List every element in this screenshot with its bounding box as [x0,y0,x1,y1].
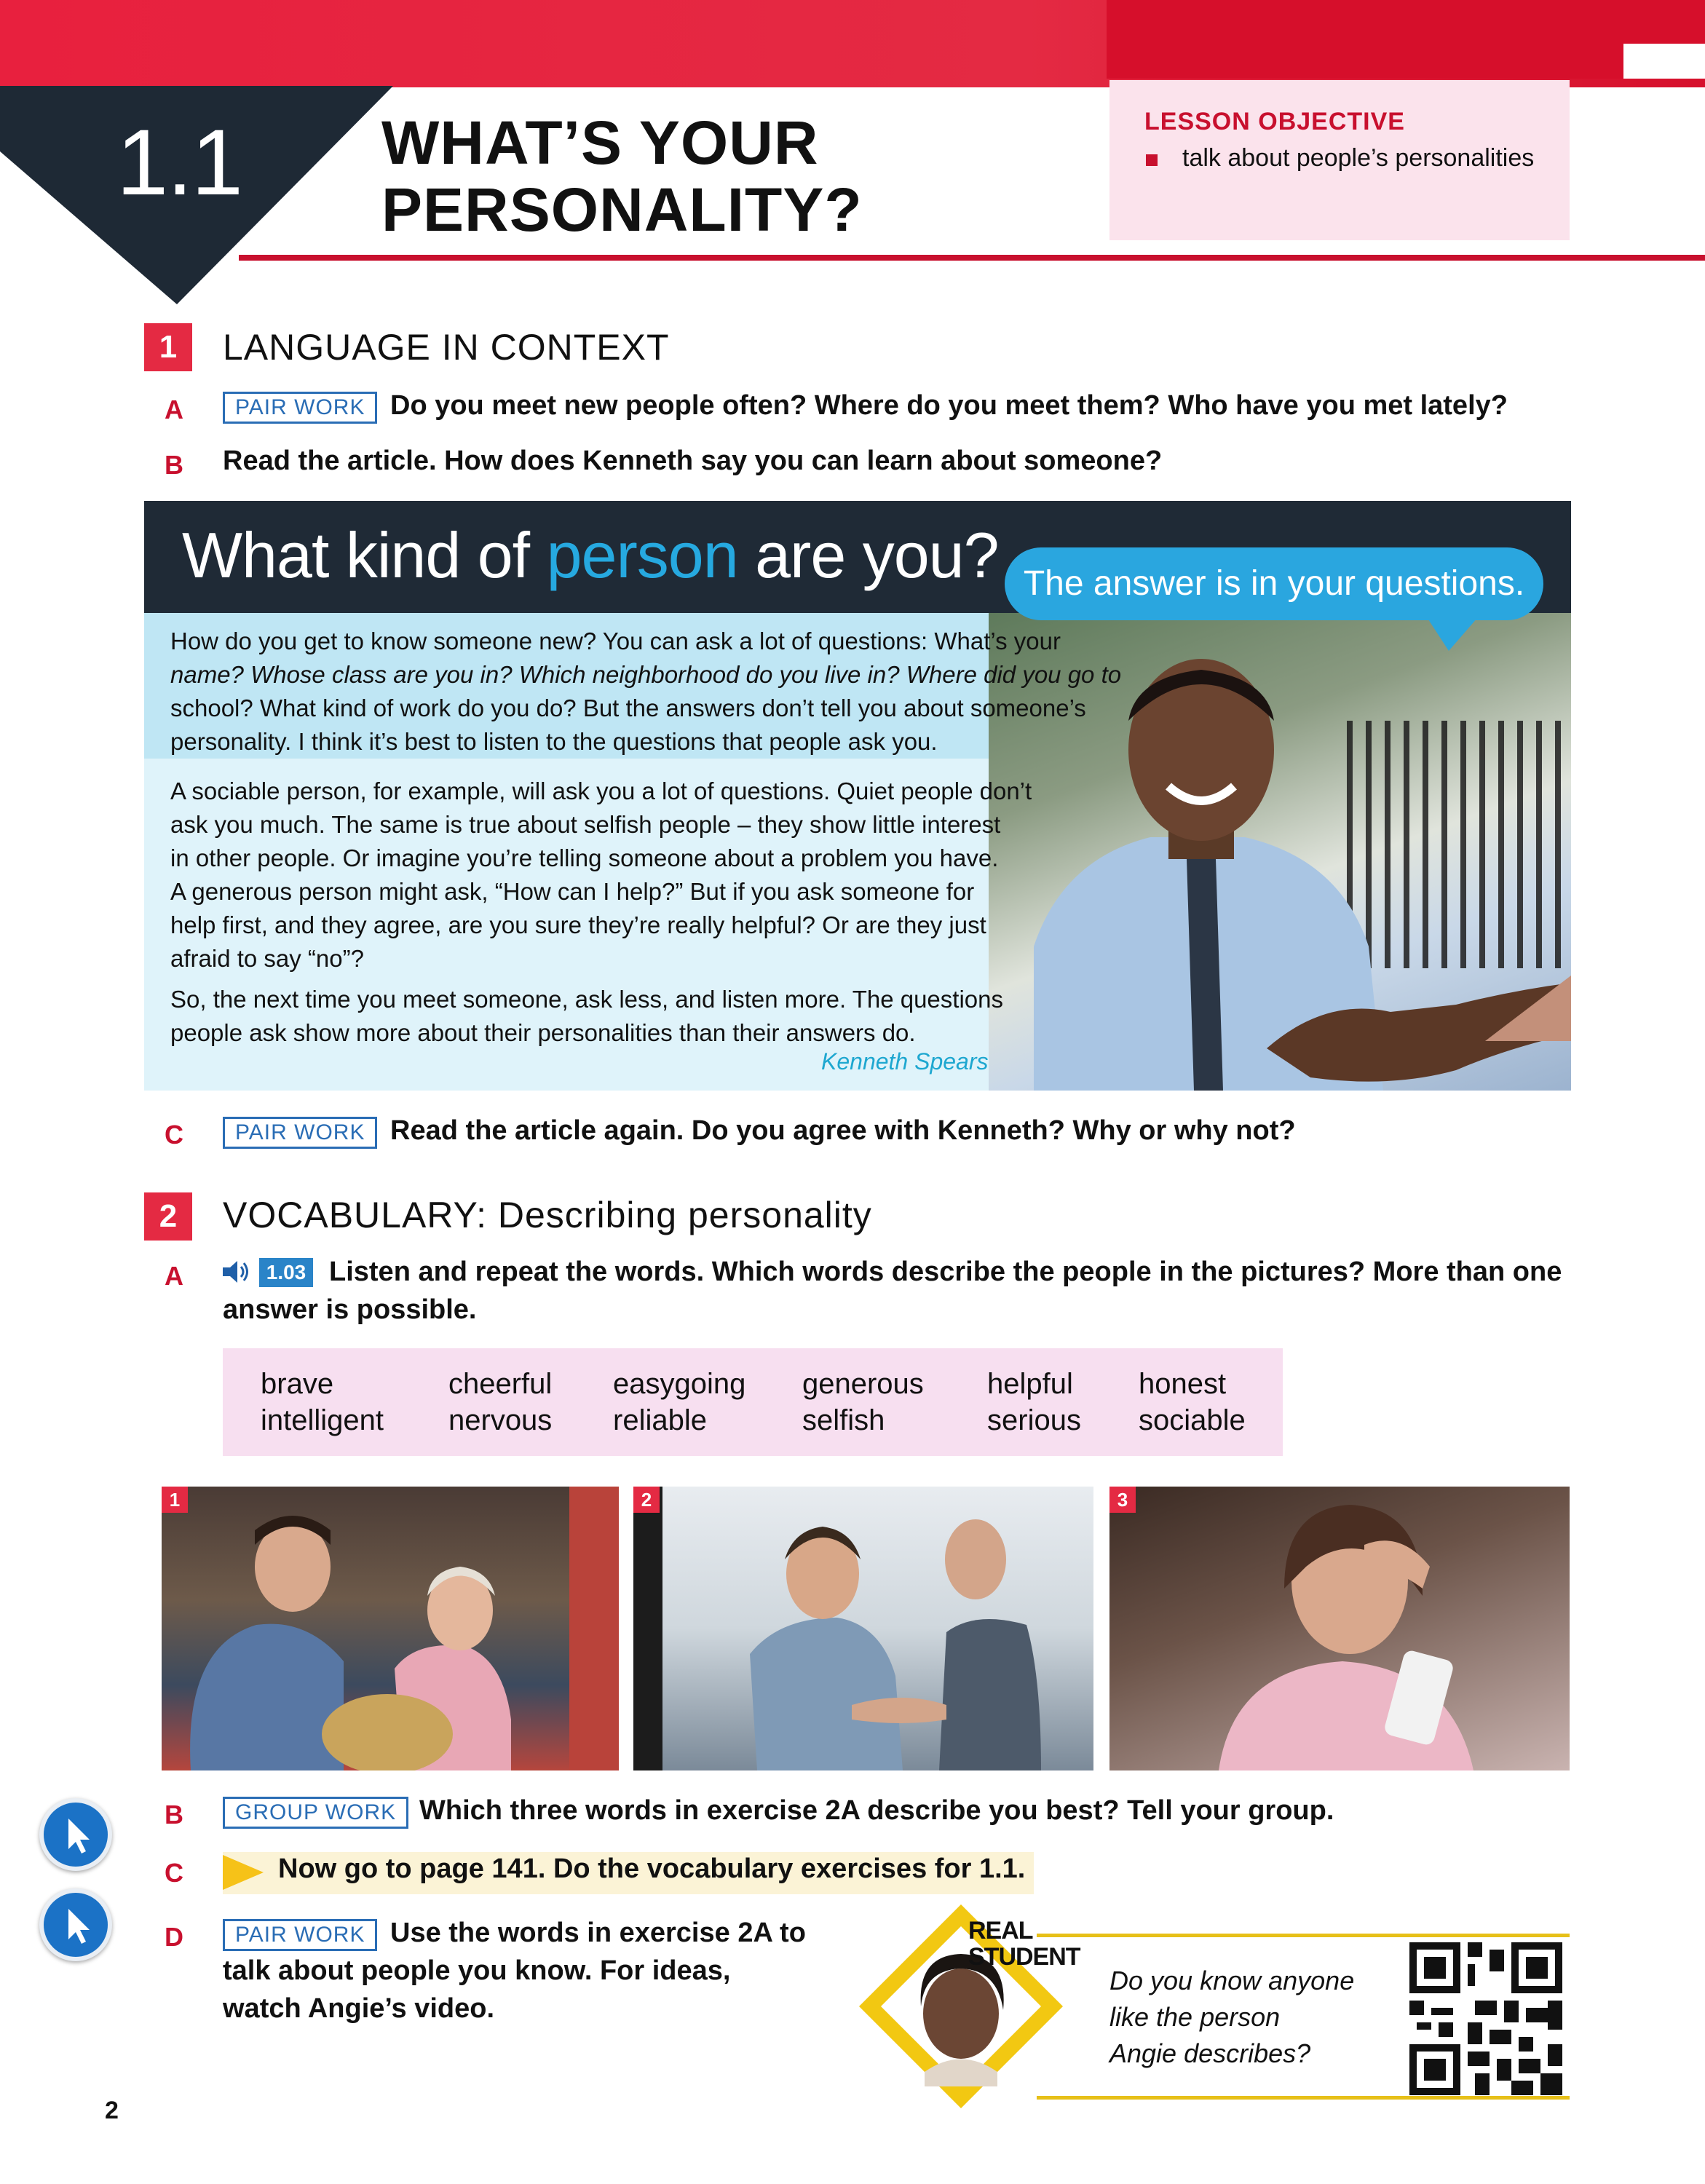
cursor-arrow-icon [44,1803,108,1867]
vocabulary-column [802,1366,924,1439]
page-title-line2: PERSONALITY? [381,175,863,244]
article-speech-bubble: The answer is in your questions. [1005,547,1543,620]
photo-number: 3 [1109,1487,1136,1513]
lesson-objective-text: talk about people’s personalities [1182,144,1535,172]
title-underline [239,255,1705,261]
vocabulary-word: nervous [448,1404,553,1436]
lesson-number: 1.1 [116,111,242,215]
exercise-letter-2c: C [165,1858,183,1888]
real-student-label [968,1918,1080,1970]
article-paragraph-3 [170,983,1003,1050]
real-student-question-line: like the person [1109,2002,1281,2032]
article-line: school? What kind of work do you do? But the answers don’t tell you about someone’s [170,695,1086,721]
pair-work-tag: PAIR WORK [223,392,377,424]
exercise-2d-text-line2: talk about people you know. For ideas, [223,1955,731,1986]
photo-3-illustration [1109,1487,1570,1770]
exercise-2b-text: Which three words in exercise 2A describe you best? Tell your group. [419,1795,1334,1826]
header-band-notch [1623,44,1705,79]
article-line: So, the next time you meet someone, ask less, and listen more. The questions [170,986,1003,1013]
exercise-2a-text-line1: Listen and repeat the words. Which words describe the people in the pictures? More than one [329,1257,1562,1287]
article-line: A generous person might ask, “How can I help?” But if you ask someone for [170,878,975,905]
article-line: ask you much. The same is true about selfish people – they show little interest [170,811,1001,838]
exercise-1c-text: Read the article again. Do you agree with Kenneth? Why or why not? [390,1115,1296,1146]
pair-work-tag: PAIR WORK [223,1919,377,1951]
article-line: A sociable person, for example, will ask you a lot of questions. Quiet people don’t [170,778,1032,804]
photo-number: 2 [633,1487,660,1513]
pair-work-tag: PAIR WORK [223,1117,377,1149]
cursor-arrow-icon [44,1893,108,1957]
article-line: name? Whose class are you in? Which neighborhood do you live in? Where did you go to [170,661,1122,688]
article-paragraph-2 [170,775,1032,976]
handshake-image [1267,932,1571,1091]
article-title [182,518,999,593]
vocabulary-word: selfish [802,1404,885,1436]
vocabulary-word: cheerful [448,1368,553,1400]
photo-3-worried-woman [1109,1487,1570,1770]
real-student-question-line: Do you know anyone [1109,1966,1355,1995]
article-title-highlight: person [546,519,738,591]
exercise-letter-2d: D [165,1922,183,1952]
audio-track-number[interactable]: 1.03 [259,1258,313,1287]
exercise-1b-text: Read the article. How does Kenneth say you can learn about someone? [223,446,1163,476]
photo-number: 1 [162,1487,188,1513]
photo-1-illustration [162,1487,619,1770]
section-number-1: 1 [144,323,192,371]
exercise-letter-1a: A [165,395,183,424]
play-arrow-icon [223,1855,264,1890]
vocabulary-word: brave [261,1368,334,1400]
vocabulary-column [261,1366,384,1439]
page-number: 2 [105,2097,119,2124]
photo-1-helping-neighbor [162,1487,619,1770]
vocabulary-word: sociable [1139,1404,1246,1436]
vocabulary-word: helpful [987,1368,1073,1400]
article-paragraph-1 [170,625,1121,759]
real-student-question [1109,1963,1354,2072]
vocabulary-word: serious [987,1404,1081,1436]
article-author: Kenneth Spears [821,1048,989,1075]
article-title-post: are you? [737,519,999,591]
vocabulary-word: generous [802,1368,924,1400]
real-student-label-line2: STUDENT [968,1943,1080,1971]
photo-2-handshake [633,1487,1093,1770]
exercise-2d-text-line1: Use the words in exercise 2A to [390,1918,806,1948]
real-student-label-line1: REAL [968,1917,1033,1944]
article-title-pre: What kind of [182,519,547,591]
vocabulary-word: honest [1139,1368,1227,1400]
article-line: How do you get to know someone new? You can ask a lot of questions: What’s your [170,628,1061,654]
exercise-2a-text-line2: answer is possible. [223,1294,477,1325]
speech-bubble-tail [1427,617,1478,651]
page-title-line1: WHAT’S YOUR [381,108,819,177]
bullet-icon [1146,154,1158,166]
exercise-letter-2a: A [165,1261,183,1291]
exercise-letter-1b: B [165,450,183,480]
section-number-2: 2 [144,1192,192,1241]
article-line: afraid to say “no”? [170,945,364,972]
photo-2-illustration [633,1487,1093,1770]
section-heading-2: VOCABULARY: Describing personality [223,1195,872,1235]
article-line: help first, and they agree, are you sure they’re really helpful? Or are they just [170,911,986,938]
vocabulary-word: intelligent [261,1404,384,1436]
qr-code-icon[interactable] [1409,1942,1562,2095]
vocabulary-column [448,1366,552,1439]
vocabulary-word: reliable [613,1404,707,1436]
lesson-objective-heading: LESSON OBJECTIVE [1144,108,1405,135]
exercise-1a-text: Do you meet new people often? Where do you meet them? Who have you met lately? [390,390,1508,421]
vocabulary-word: easygoing [613,1368,746,1400]
article-line: in other people. Or imagine you’re telling someone about a problem you have. [170,844,999,871]
header-band-dark [1107,0,1705,79]
cursor-button[interactable] [39,1798,112,1871]
vocabulary-column [613,1366,745,1439]
section-heading-1: LANGUAGE IN CONTEXT [223,327,670,368]
vocabulary-column [1139,1366,1246,1439]
exercise-2c-text[interactable]: Now go to page 141. Do the vocabulary exercises for 1.1. [278,1853,1026,1884]
group-work-tag: GROUP WORK [223,1797,408,1829]
exercise-2d-text-line3: watch Angie’s video. [223,1993,495,2024]
cursor-button[interactable] [39,1888,112,1961]
article-line: personality. I think it’s best to listen to the questions that people ask you. [170,728,938,755]
exercise-letter-1c: C [165,1120,183,1150]
page-title [381,109,863,243]
real-student-question-line: Angie describes? [1109,2038,1311,2068]
exercise-letter-2b: B [165,1800,183,1829]
article-line: people ask show more about their personalities than their answers do. [170,1019,916,1046]
vocabulary-column [987,1366,1081,1439]
audio-icon[interactable] [221,1258,250,1286]
